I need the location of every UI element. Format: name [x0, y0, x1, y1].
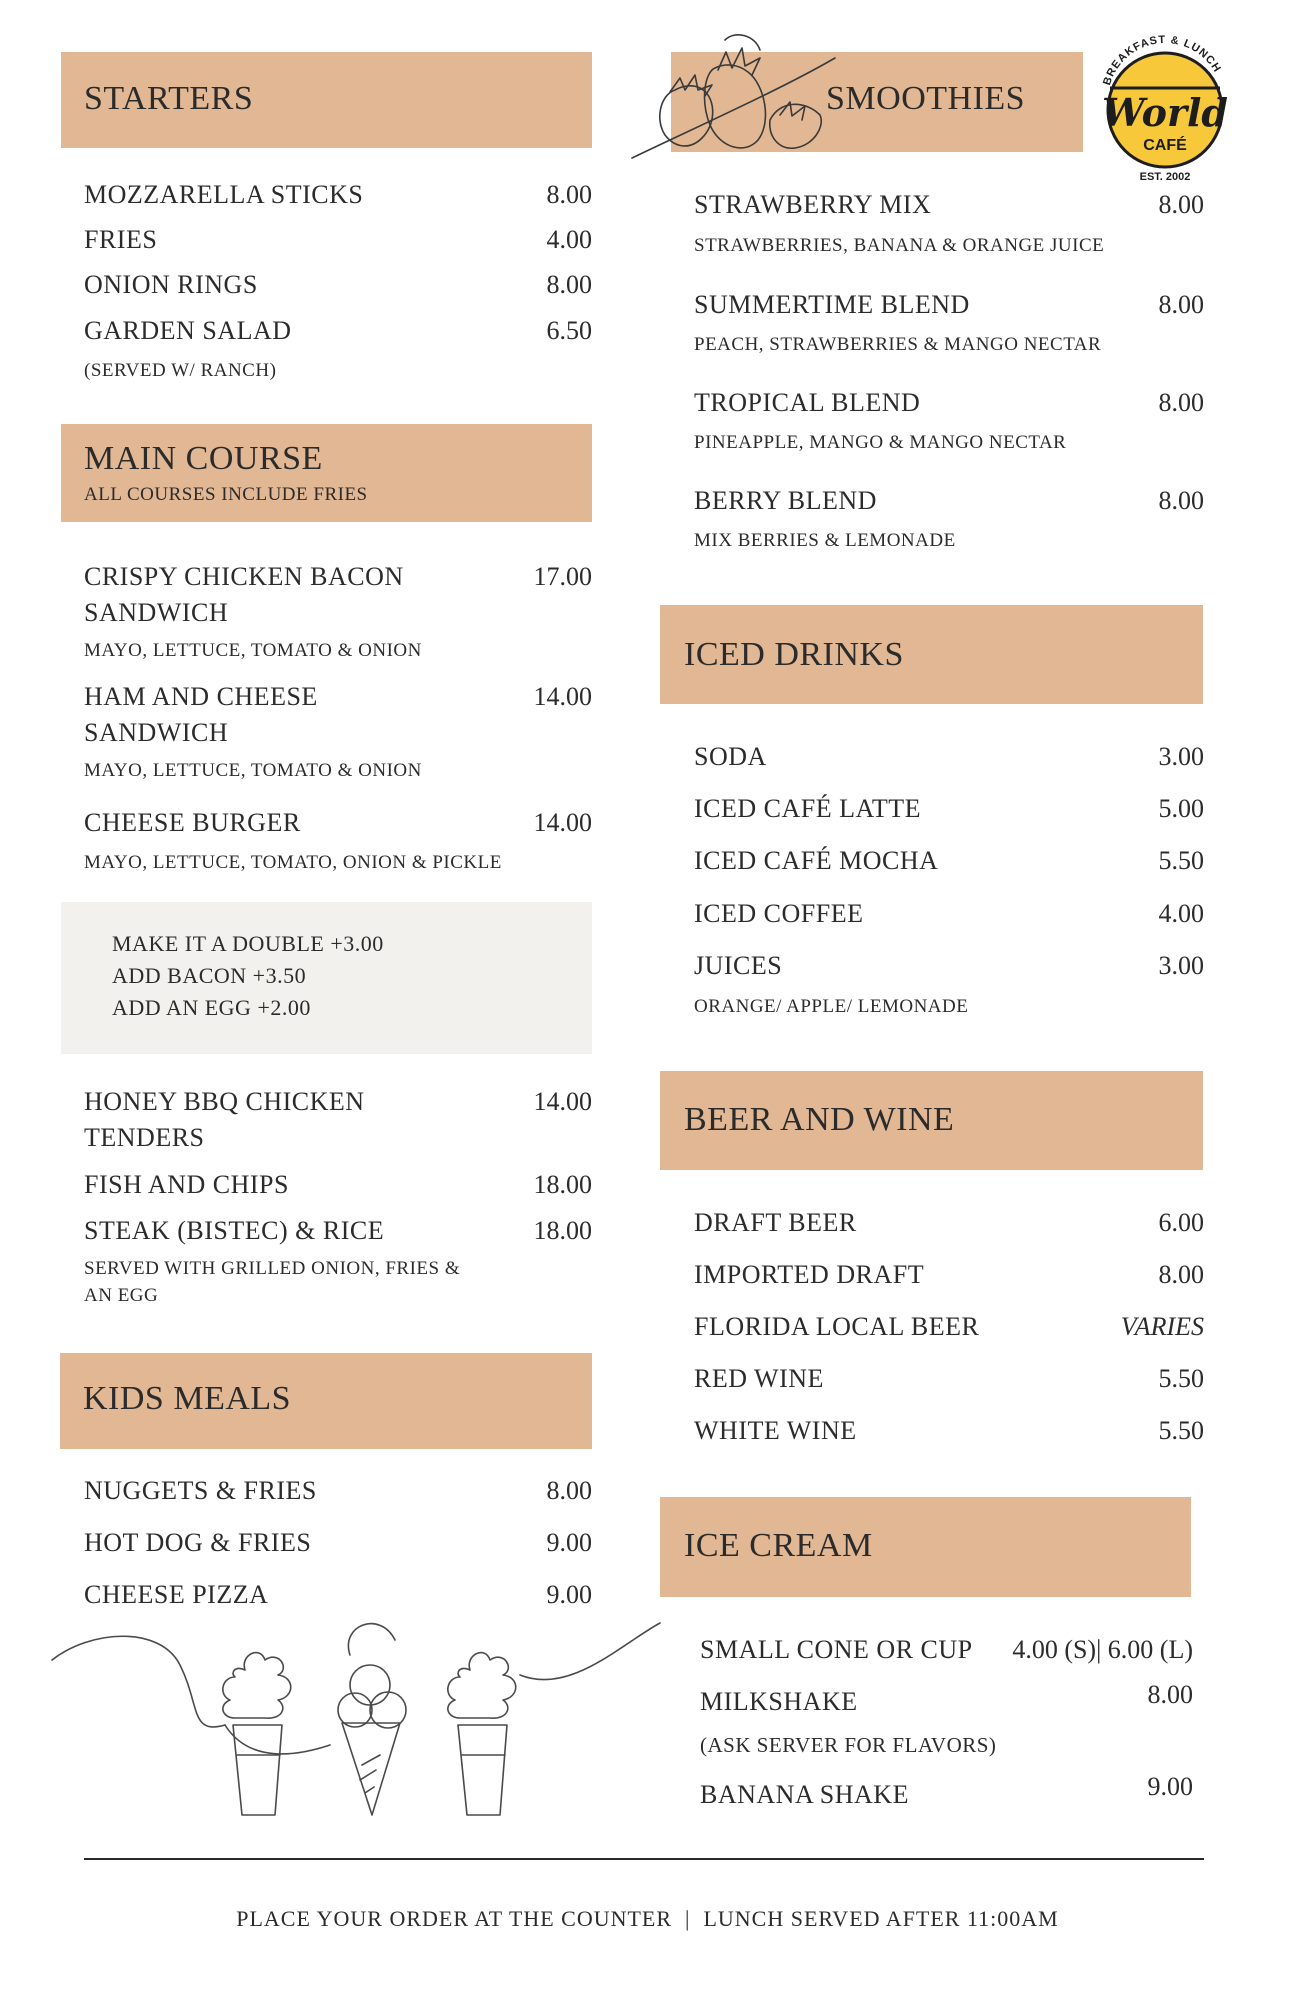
- main-course-title: MAIN COURSE: [84, 440, 323, 477]
- menu-item-price: 18.00: [533, 1216, 592, 1245]
- menu-item-name: DRAFT BEER: [694, 1208, 857, 1237]
- menu-item-price: 5.50: [1158, 846, 1204, 875]
- menu-item-price: 8.00: [1147, 1680, 1193, 1709]
- menu-item-price: 8.00: [1158, 190, 1204, 219]
- logo-sub: CAFÉ: [1143, 137, 1187, 154]
- menu-item-price: 14.00: [533, 1087, 592, 1116]
- menu-item-description: MAYO, LETTUCE, TOMATO, ONION & PICKLE: [84, 852, 502, 873]
- menu-item-price: 8.00: [1158, 1260, 1204, 1289]
- menu-item-price: 4.00: [546, 225, 592, 254]
- menu-item-name: BANANA SHAKE: [700, 1780, 909, 1809]
- menu-item-name: FISH AND CHIPS: [84, 1170, 289, 1199]
- menu-item-description: MAYO, LETTUCE, TOMATO & ONION: [84, 760, 422, 781]
- menu-item-description: SERVED WITH GRILLED ONION, FRIES &: [84, 1258, 461, 1279]
- menu-item-price: 3.00: [1158, 742, 1204, 771]
- menu-item-price: 17.00: [533, 562, 592, 591]
- menu-item-name: SANDWICH: [84, 598, 229, 627]
- menu-item-price: 4.00 (S)| 6.00 (L): [1012, 1635, 1193, 1664]
- kids-meals-title: KIDS MEALS: [83, 1380, 292, 1417]
- menu-item-description: AN EGG: [84, 1285, 159, 1306]
- menu-item-price: 6.50: [546, 316, 592, 345]
- menu-item-name: RED WINE: [694, 1364, 824, 1393]
- menu-item-description: (ASK SERVER FOR FLAVORS): [700, 1733, 997, 1757]
- menu-item-description: STRAWBERRIES, BANANA & ORANGE JUICE: [694, 235, 1105, 256]
- menu-item-name: NUGGETS & FRIES: [84, 1476, 317, 1505]
- menu-item-price: 6.00: [1158, 1208, 1204, 1237]
- menu-item-name: IMPORTED DRAFT: [694, 1260, 925, 1289]
- menu-item-price: 8.00: [1158, 388, 1204, 417]
- menu-item-name: WHITE WINE: [694, 1416, 857, 1445]
- menu-item-name: BERRY BLEND: [694, 486, 877, 515]
- menu-item-description: PEACH, STRAWBERRIES & MANGO NECTAR: [694, 334, 1102, 355]
- menu-item-price: 8.00: [546, 1476, 592, 1505]
- menu-item-price: 3.00: [1158, 951, 1204, 980]
- menu-item-description: MAYO, LETTUCE, TOMATO & ONION: [84, 640, 422, 661]
- menu-item-name: SODA: [694, 742, 767, 771]
- menu-item-description: (SERVED W/ RANCH): [84, 360, 277, 381]
- menu-item-name: GARDEN SALAD: [84, 316, 292, 345]
- menu-item-price: 8.00: [546, 270, 592, 299]
- smoothies-title: SMOOTHIES: [826, 80, 1026, 117]
- menu-item-name: ONION RINGS: [84, 270, 258, 299]
- main-course-subtitle: ALL COURSES INCLUDE FRIES: [84, 484, 368, 505]
- menu-item-price: VARIES: [1120, 1312, 1204, 1341]
- menu-item-name: TROPICAL BLEND: [694, 388, 921, 417]
- footer-divider: [84, 1858, 1204, 1860]
- menu-item-name: FRIES: [84, 225, 158, 254]
- menu-item-price: 9.00: [1147, 1772, 1193, 1801]
- menu-item-name: STEAK (BISTEC) & RICE: [84, 1216, 385, 1245]
- menu-item-price: 8.00: [1158, 486, 1204, 515]
- menu-item-price: 18.00: [533, 1170, 592, 1199]
- addon-item: ADD AN EGG +2.00: [112, 995, 311, 1020]
- starters-title: STARTERS: [84, 80, 254, 117]
- menu-item-name: CRISPY CHICKEN BACON: [84, 562, 404, 591]
- world-cafe-logo: [1090, 28, 1240, 188]
- footer-text: PLACE YOUR ORDER AT THE COUNTER | LUNCH SERVED AFTER 11:00AM: [236, 1906, 1059, 1931]
- logo-est: EST. 2002: [1139, 171, 1191, 183]
- menu-item-price: 5.50: [1158, 1416, 1204, 1445]
- menu-item-price: 14.00: [533, 682, 592, 711]
- menu-item-name: TENDERS: [84, 1123, 205, 1152]
- menu-item-price: 8.00: [546, 180, 592, 209]
- menu-item-price: 5.00: [1158, 794, 1204, 823]
- ice-cream-line-art-icon: [50, 1615, 670, 1835]
- ice-cream-title: ICE CREAM: [684, 1527, 873, 1564]
- menu-item-name: CHEESE BURGER: [84, 808, 301, 837]
- menu-item-name: SANDWICH: [84, 718, 229, 747]
- menu-item-name: SMALL CONE OR CUP: [700, 1635, 973, 1664]
- menu-item-description: MIX BERRIES & LEMONADE: [694, 530, 956, 551]
- menu-item-description: ORANGE/ APPLE/ LEMONADE: [694, 996, 969, 1017]
- menu-item-price: 14.00: [533, 808, 592, 837]
- logo-top-text: BREAKFAST & LUNCH: [1101, 33, 1224, 87]
- logo-name: World: [1102, 90, 1228, 135]
- addon-item: ADD BACON +3.50: [112, 963, 307, 988]
- menu-item-name: JUICES: [694, 951, 783, 980]
- menu-item-price: 5.50: [1158, 1364, 1204, 1393]
- menu-item-name: HONEY BBQ CHICKEN: [84, 1087, 365, 1116]
- strawberry-line-art-icon: [630, 30, 840, 170]
- addon-item: MAKE IT A DOUBLE +3.00: [112, 931, 384, 956]
- menu-item-price: 4.00: [1158, 899, 1204, 928]
- menu-item-name: MOZZARELLA STICKS: [84, 180, 364, 209]
- menu-item-price: 8.00: [1158, 290, 1204, 319]
- menu-item-name: FLORIDA LOCAL BEER: [694, 1312, 980, 1341]
- menu-item-name: CHEESE PIZZA: [84, 1580, 269, 1609]
- beer-wine-title: BEER AND WINE: [684, 1101, 955, 1138]
- menu-item-name: ICED CAFÉ LATTE: [694, 794, 922, 823]
- menu-item-name: STRAWBERRY MIX: [694, 190, 932, 219]
- menu-item-name: SUMMERTIME BLEND: [694, 290, 970, 319]
- menu-item-price: 9.00: [546, 1580, 592, 1609]
- menu-item-name: HOT DOG & FRIES: [84, 1528, 312, 1557]
- menu-item-price: 9.00: [546, 1528, 592, 1557]
- menu-item-name: ICED COFFEE: [694, 899, 864, 928]
- menu-item-description: PINEAPPLE, MANGO & MANGO NECTAR: [694, 432, 1067, 453]
- iced-drinks-title: ICED DRINKS: [684, 636, 904, 673]
- menu-item-name: ICED CAFÉ MOCHA: [694, 846, 939, 875]
- menu-item-name: MILKSHAKE: [700, 1687, 858, 1716]
- menu-item-name: HAM AND CHEESE: [84, 682, 318, 711]
